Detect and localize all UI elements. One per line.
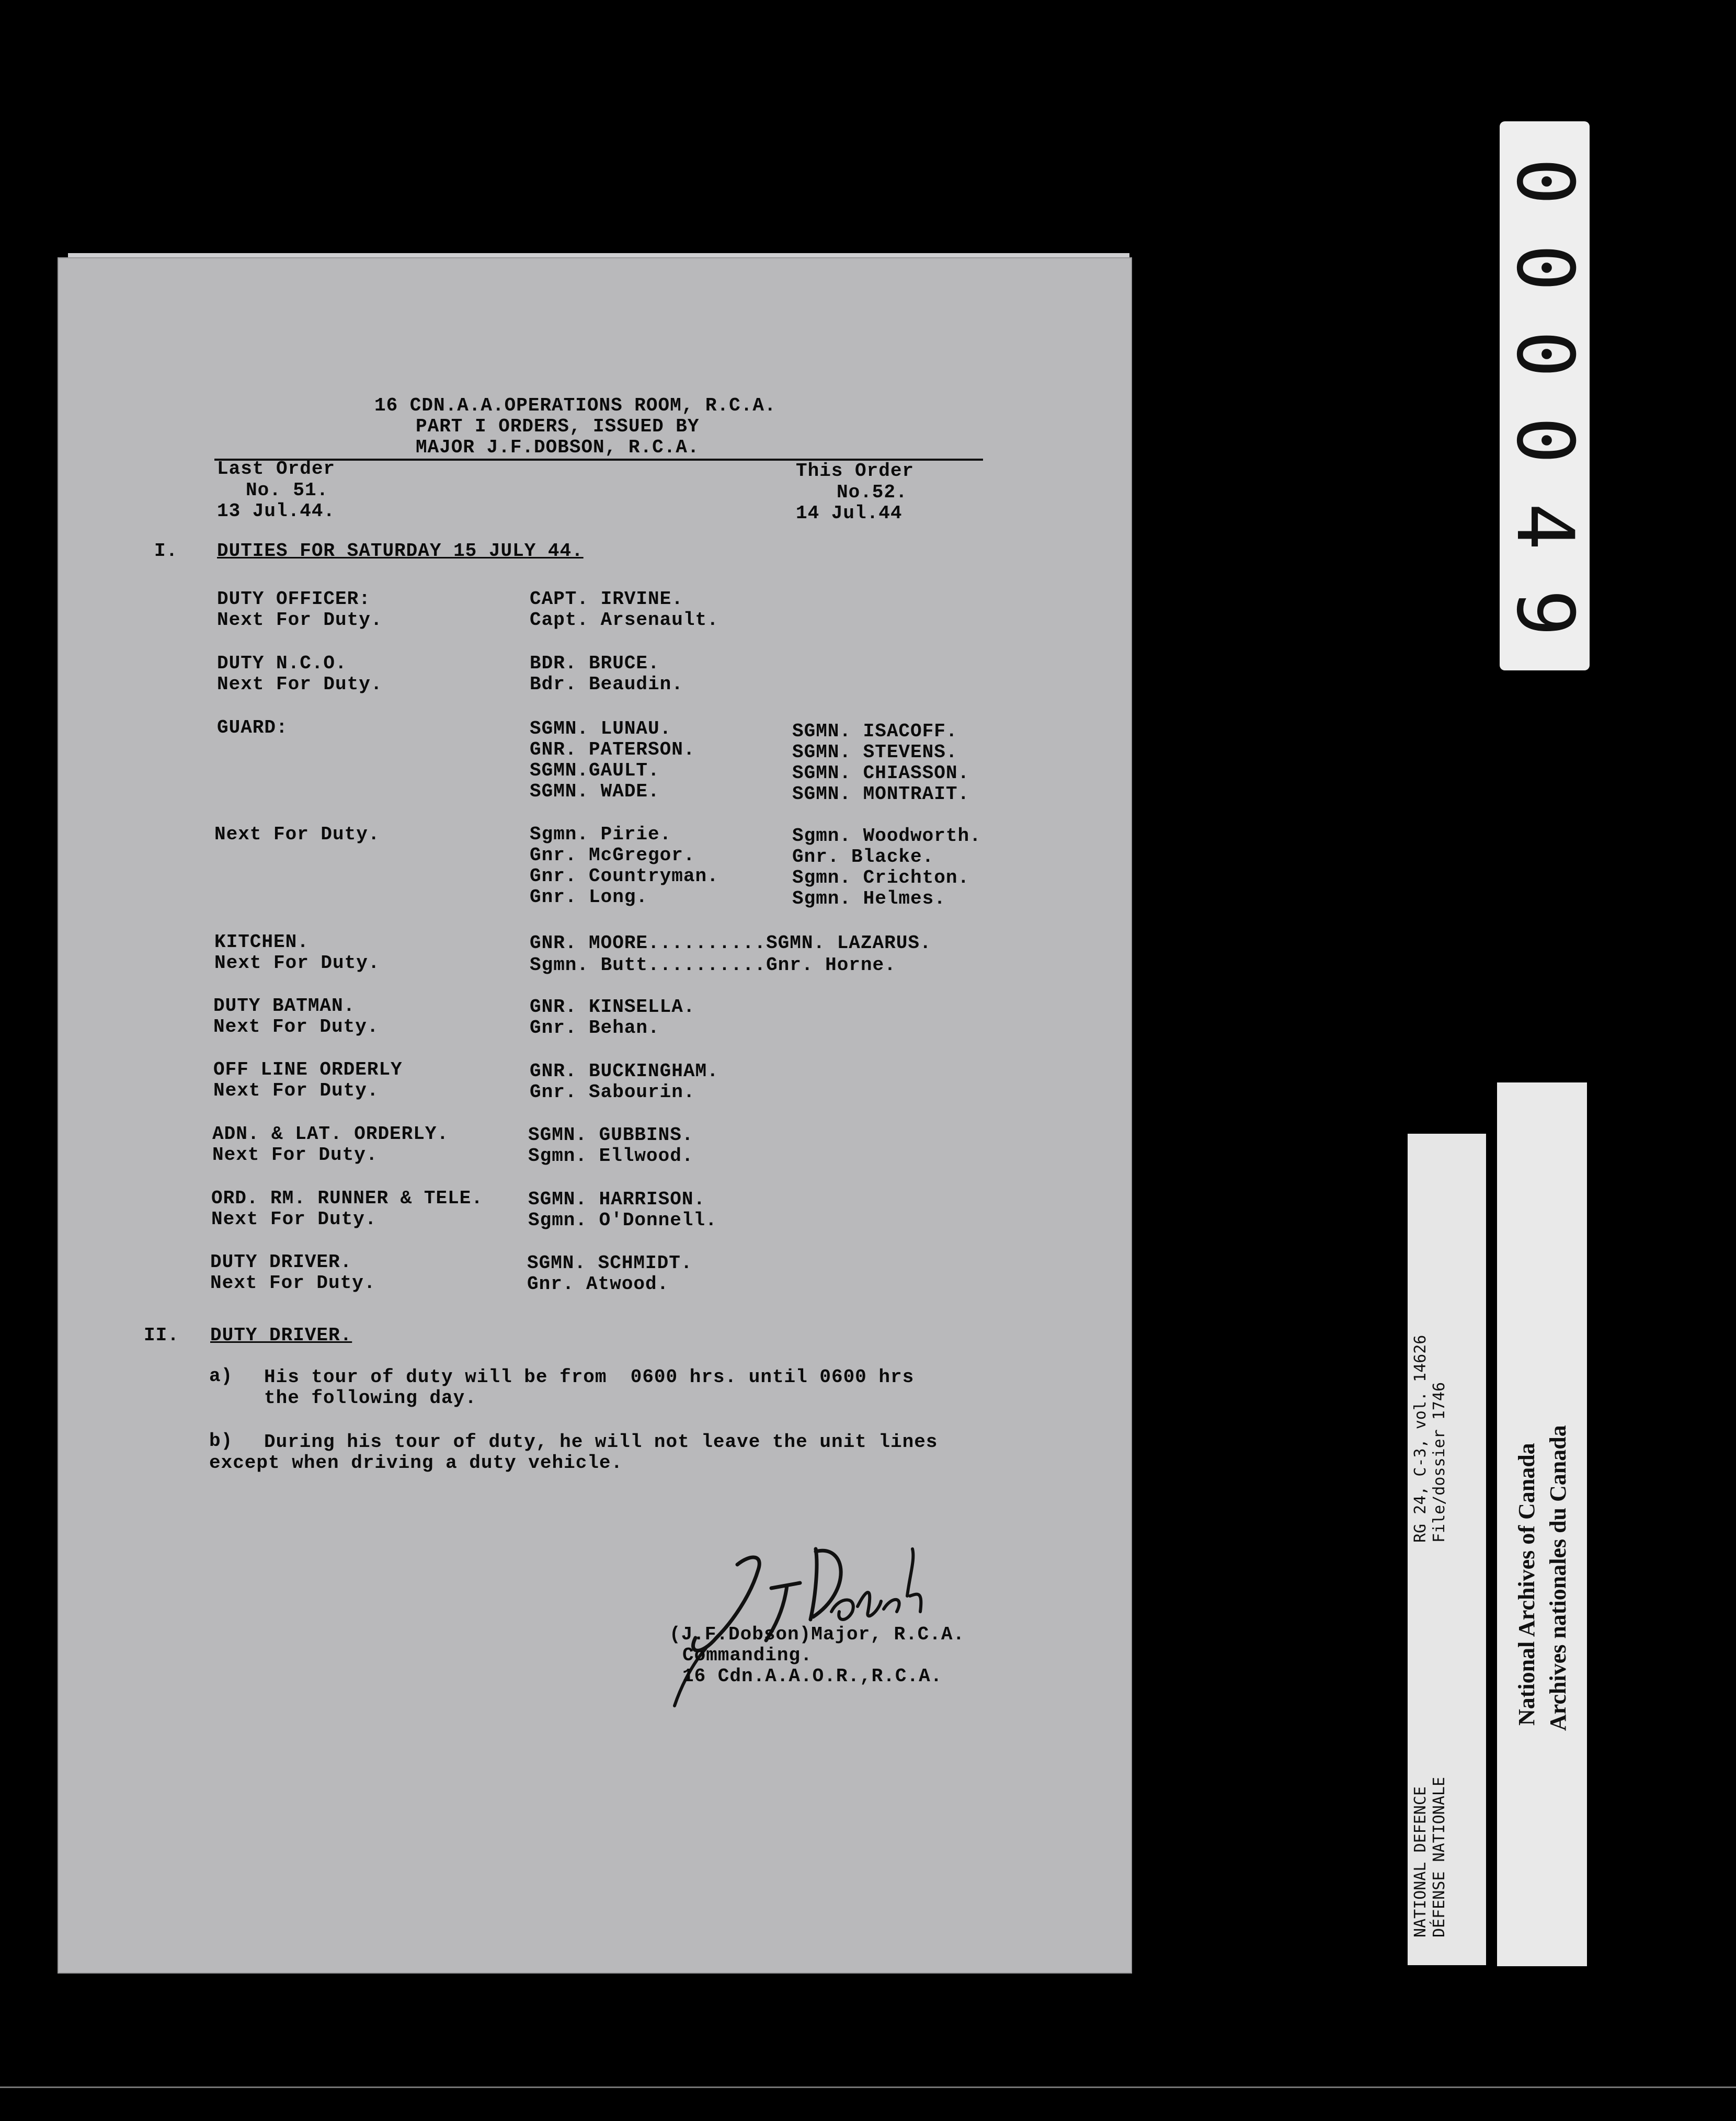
signature-unit-line: 16 Cdn.A.A.O.R.,R.C.A. (682, 1666, 943, 1687)
frame-digit: 4 (1499, 503, 1590, 551)
duty-role: Next For Duty. (217, 674, 383, 695)
signature-name-line: (J.F.Dobson)Major, R.C.A. (669, 1624, 965, 1645)
duty-name: SGMN.GAULT. (530, 760, 660, 781)
last-order-label: Last Order (217, 458, 336, 480)
order-document (58, 257, 1132, 1974)
duty-name: Sgmn. Helmes. (792, 888, 946, 909)
clause-a-label: a) (209, 1365, 233, 1387)
duty-role: DUTY OFFICER: (217, 588, 371, 610)
duty-role: Next For Duty. (213, 1016, 379, 1037)
duty-name: SGMN. LUNAU. (530, 718, 672, 739)
frame-digit: 9 (1499, 589, 1590, 637)
duty-name: SGMN. ISACOFF. (792, 721, 958, 742)
clause-b-line-2: except when driving a duty vehicle. (209, 1452, 623, 1474)
duty-role: DUTY N.C.O. (217, 653, 347, 674)
header-line-3: MAJOR J.F.DOBSON, R.C.A. (416, 437, 700, 458)
frame-digit: 0 (1499, 330, 1590, 378)
duty-role: ORD. RM. RUNNER & TELE. (211, 1188, 483, 1209)
duty-name: SGMN. GUBBINS. (528, 1124, 694, 1146)
duty-name: Gnr. Long. (530, 886, 648, 908)
duty-name: Capt. Arsenault. (530, 609, 719, 631)
duty-role: Next For Duty. (213, 1080, 379, 1101)
duty-name: GNR. MOORE..........SGMN. LAZARUS. (530, 932, 932, 954)
clause-a-line-2: the following day. (264, 1387, 477, 1409)
film-bottom-line (0, 2086, 1736, 2088)
section-1-title: DUTIES FOR SATURDAY 15 JULY 44. (217, 540, 584, 562)
last-order-date: 13 Jul.44. (217, 500, 336, 522)
duty-role: DUTY BATMAN. (213, 995, 356, 1017)
duty-role: Next For Duty. (214, 952, 380, 974)
archive-reference-line-1: RG 24, C-3, vol. 14626 (1411, 1335, 1430, 1543)
frame-digit: 0 (1499, 157, 1590, 206)
duty-name: Sgmn. Butt..........Gnr. Horne. (530, 954, 896, 976)
archives-name-french: Archives nationales du Canada (1545, 1425, 1571, 1731)
duty-name: Sgmn. Crichton. (792, 867, 970, 888)
duty-name: SGMN. HARRISON. (528, 1189, 706, 1210)
archive-reference-line-2: File/dossier 1746 (1430, 1382, 1448, 1543)
frame-digit: 0 (1499, 416, 1590, 464)
duty-name: Sgmn. O'Donnell. (528, 1210, 717, 1231)
this-order-date: 14 Jul.44 (796, 503, 903, 524)
archive-name-strip (1497, 1082, 1587, 1966)
duty-name: Gnr. Countryman. (530, 865, 719, 887)
duty-name: Bdr. Beaudin. (530, 674, 683, 695)
clause-b-line-1: During his tour of duty, he will not leave the unit lines (264, 1431, 938, 1453)
duty-name: SGMN. STEVENS. (792, 742, 958, 763)
duty-name: SGMN. WADE. (530, 781, 660, 802)
duty-name: BDR. BRUCE. (530, 653, 660, 674)
section-1-number: I. (154, 540, 178, 562)
duty-name: Gnr. Blacke. (792, 846, 934, 868)
duty-name: Sgmn. Pirie. (530, 824, 672, 845)
duty-role: KITCHEN. (214, 931, 309, 953)
duty-name: Gnr. Sabourin. (530, 1081, 695, 1103)
duty-name: GNR. BUCKINGHAM. (530, 1060, 719, 1082)
clause-b-label: b) (209, 1430, 233, 1452)
duty-role: Next For Duty. (211, 1208, 377, 1230)
duty-name: Gnr. Atwood. (527, 1273, 669, 1295)
department-line-2: DÉFENSE NATIONALE (1430, 1776, 1448, 1937)
signature-title-line: Commanding. (682, 1645, 813, 1666)
this-order-label: This Order (796, 460, 915, 482)
duty-role: GUARD: (217, 717, 288, 738)
frame-number-label (1500, 121, 1590, 670)
duty-name: CAPT. IRVINE. (530, 588, 683, 610)
section-2-title: DUTY DRIVER. (210, 1325, 352, 1346)
duty-role: ADN. & LAT. ORDERLY. (212, 1123, 449, 1145)
header-line-2: PART I ORDERS, ISSUED BY (416, 416, 700, 437)
this-order-number: No.52. (837, 482, 908, 503)
duty-name: Sgmn. Woodworth. (792, 825, 981, 847)
last-order-number: No. 51. (246, 480, 329, 501)
department-line-1: NATIONAL DEFENCE (1411, 1786, 1430, 1937)
clause-a-line-1: His tour of duty will be from 0600 hrs. until 0600 hrs (264, 1366, 915, 1388)
duty-name: SGMN. SCHMIDT. (527, 1252, 693, 1274)
duty-role: Next For Duty. (210, 1272, 376, 1294)
archives-name-english: National Archives of Canada (1514, 1443, 1539, 1726)
duty-name: SGMN. MONTRAIT. (792, 783, 970, 805)
frame-digit: 0 (1499, 244, 1590, 292)
duty-name: Gnr. McGregor. (530, 845, 695, 866)
duty-role: Next For Duty. (214, 824, 380, 845)
duty-role: OFF LINE ORDERLY (213, 1059, 403, 1080)
duty-name: GNR. PATERSON. (530, 739, 695, 760)
duty-name: Sgmn. Ellwood. (528, 1145, 694, 1167)
duty-role: Next For Duty. (217, 609, 383, 631)
duty-name: Gnr. Behan. (530, 1017, 660, 1039)
duty-name: GNR. KINSELLA. (530, 996, 695, 1018)
header-line-1: 16 CDN.A.A.OPERATIONS ROOM, R.C.A. (374, 395, 776, 416)
duty-role: Next For Duty. (212, 1144, 378, 1166)
section-2-number: II. (144, 1325, 179, 1346)
duty-role: DUTY DRIVER. (210, 1251, 352, 1273)
duty-name: SGMN. CHIASSON. (792, 762, 970, 784)
